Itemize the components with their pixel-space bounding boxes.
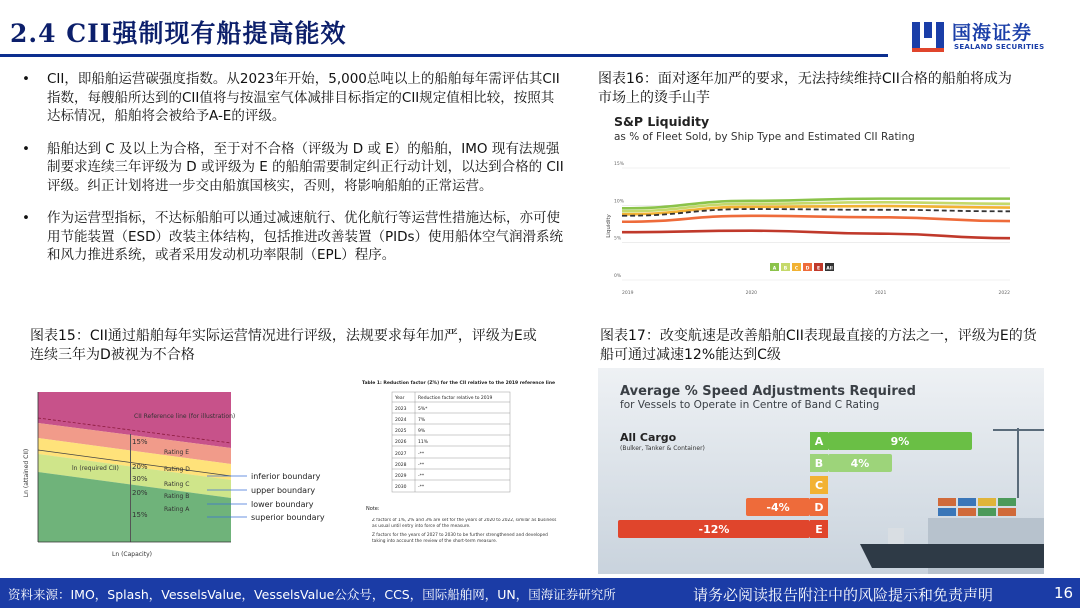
table-note: Z factors for the years of 2027 to 2030 to be further strengthened and developed taking into account the review of the short-term measure. xyxy=(372,533,548,544)
brand-logo xyxy=(910,18,1070,58)
table-cell: 5%* xyxy=(418,407,428,412)
table-header: Reduction factor relative to 2019 xyxy=(418,396,493,401)
table-cell: 2027 xyxy=(395,452,407,457)
fig15-y-axis-label: Ln (attained CII) xyxy=(23,448,30,498)
table-cell: 9% xyxy=(418,429,426,434)
logo-name-cn: 国海证券 xyxy=(952,22,1033,44)
fig16-y-axis-label: Liquidity xyxy=(606,214,612,238)
fig15-x-axis-label: Ln (Capacity) xyxy=(112,551,152,558)
logo-name-en: SEALAND SECURITIES xyxy=(954,43,1045,51)
speed-bar-value: -12% xyxy=(698,523,730,536)
x-tick-label: 2019 xyxy=(622,291,634,296)
fig16-liquidity-chart xyxy=(598,108,1038,300)
fig17-category: All Cargo xyxy=(620,431,677,444)
pct-label: 15% xyxy=(132,511,148,519)
table-cell: 2026 xyxy=(395,440,407,445)
table-cell: -** xyxy=(418,452,425,457)
legend-label: B xyxy=(783,266,788,272)
rating-label: Rating D xyxy=(164,466,190,473)
series-line-e xyxy=(622,231,1010,238)
rating-label: Rating C xyxy=(164,481,190,488)
fig17-title: 图表17：改变航速是改善船舶CII表现最直接的方法之一，评级为E的货船可通过减速12%能达到C级 xyxy=(600,328,1037,363)
fig15-reference-line-label: CII Reference line (for illustration) xyxy=(134,413,236,420)
series-lines xyxy=(622,199,1010,239)
rating-letter: A xyxy=(814,435,824,448)
boundary-label: upper boundary xyxy=(251,486,316,495)
table-cell: 2029 xyxy=(395,474,407,479)
table-cell: 2028 xyxy=(395,463,407,468)
series-line-d xyxy=(622,216,1010,222)
bullet-list xyxy=(20,70,565,279)
pct-label: 30% xyxy=(132,475,148,483)
footer-bar xyxy=(0,578,1080,608)
table-cell: -** xyxy=(418,474,425,479)
table-cell: -** xyxy=(418,463,425,468)
speed-bar-value: -4% xyxy=(766,501,790,514)
boundary-label: lower boundary xyxy=(251,500,314,509)
legend-label: C xyxy=(794,266,799,272)
sealand-logo-icon xyxy=(910,18,948,56)
rating-letter: B xyxy=(814,457,824,470)
rating-letter: E xyxy=(815,523,823,536)
rating-label: Rating E xyxy=(164,449,190,456)
boundary-label: inferior boundary xyxy=(251,472,321,481)
fig16-title: 图表16：面对逐年加严的要求，无法持续维持CII合格的船舶将成为市场上的烫手山芋 xyxy=(598,71,1012,106)
x-tick-label: 2022 xyxy=(998,291,1010,296)
rating-letter: C xyxy=(814,479,824,492)
table-note: Z factors of 1%, 2% and 3% are set for the years of 2020 to 2022, similar as business as usual until entry into force of the measure. xyxy=(372,518,557,529)
footer-disclaimer: 请务必阅读报告附注中的风险提示和免责声明 xyxy=(693,586,994,604)
table-cell: -** xyxy=(418,485,425,490)
table-cell: 2024 xyxy=(395,418,407,423)
fig17-speed-chart xyxy=(598,368,1044,574)
speed-bar-value: 4% xyxy=(850,457,870,470)
bullet-item: • 船舶达到 C 及以上为合格，至于对不合格（评级为 D 或 E）的船舶，IMO 现有法规强制要求连续三年评级为 D 或评级为 E 的船舶需要制定纠正行动计划，以达到合格的 CII 评级。纠正计划将进一步交由船旗国核实，否则，将影响船舶的正常运营。 xyxy=(22,140,564,194)
table-cell: 2023 xyxy=(395,407,407,412)
y-tick-label: 10% xyxy=(614,199,625,205)
bullet-item: • 作为运营型指标，不达标船舶可以通过减速航行、优化航行等运营性措施达标，亦可使用节能装置（ESD）改装主体结构，包括推进改善装置（PIDs）使用船体空气润滑系统和风力推进系统，或者采用发动机功率限制（EPL）程序。 xyxy=(22,210,564,263)
table-cell: 7% xyxy=(418,418,426,423)
fig16-chart-subtitle: as % of Fleet Sold, by Ship Type and Estimated CII Rating xyxy=(614,131,915,143)
fig16-chart-title: S&P Liquidity xyxy=(614,114,710,129)
legend-label: E xyxy=(816,266,821,272)
table-note-label: Note: xyxy=(366,506,380,512)
pct-label: 15% xyxy=(132,438,148,446)
boundary-label: superior boundary xyxy=(251,513,325,522)
y-tick-label: 5% xyxy=(614,236,622,242)
fig17-subheading: for Vessels to Operate in Centre of Band C Rating xyxy=(620,399,880,411)
y-tick-label: 15% xyxy=(614,162,625,167)
chart-legend xyxy=(770,263,834,272)
fig17-heading: Average % Speed Adjustments Required xyxy=(620,384,916,399)
bullet-text: 作为运营型指标，不达标船舶可以通过减速航行、优化航行等运营性措施达标，亦可使用节能装置（ESD）改装主体结构，包括推进改善装置（PIDs）使用船体空气润滑系统和风力推进系统，或者采用发动机功率限制（EPL）程序。 xyxy=(47,210,564,263)
legend-label: A xyxy=(772,266,777,272)
pct-label: 20% xyxy=(132,489,148,497)
pct-label: 20% xyxy=(132,463,148,471)
table-cell: 2030 xyxy=(395,485,407,490)
page-number: 16 xyxy=(1054,584,1074,602)
table-title: Table 1: Reduction factor (Z%) for the CII relative to the 2019 reference line xyxy=(362,381,556,386)
bullet-text: CII，即船舶运营碳强度指数。从2023年开始，5,000总吨以上的船舶每年需评估其CII指数，每艘船所达到的CII值将与按温室气体减排目标指定的CII规定值相比较，按照其达标情况，船舶将会被给予A-E的评级。 xyxy=(47,71,560,124)
fig15-required-label: ln (required CII) xyxy=(72,465,119,472)
table-cell: 2025 xyxy=(395,429,407,434)
x-tick-label: 2020 xyxy=(745,291,758,296)
legend-label: All xyxy=(826,266,833,272)
legend-label: D xyxy=(805,266,810,272)
x-tick-label: 2021 xyxy=(874,291,887,296)
fig15-title: 图表15：CII通过船舶每年实际运营情况进行评级，法规要求每年加严，评级为E或连续三年为D被视为不合格 xyxy=(30,328,537,363)
rating-letter: D xyxy=(814,501,824,514)
fig17-category-sub: (Bulker, Tanker & Container) xyxy=(620,445,705,452)
footer-sources: 资料来源：IMO，Splash，VesselsValue，VesselsValue公众号，CCS，国际船舶网，UN，国海证券研究所 xyxy=(8,587,616,602)
page-title: 2.4 CII强制现有船提高能效 xyxy=(10,19,347,48)
title-divider xyxy=(0,54,888,57)
bullet-text: 船舶达到 C 及以上为合格，至于对不合格（评级为 D 或 E）的船舶，IMO 现有法规强制要求连续三年评级为 D 或评级为 E 的船舶需要制定纠正行动计划，以达到合格的 CII 评级。纠正计划将进一步交由船旗国核实，否则，将影响船舶的正常运营。 xyxy=(47,140,564,194)
bullet-item: • CII，即船舶运营碳强度指数。从2023年开始，5,000总吨以上的船舶每年需评估其CII指数，每艘船所达到的CII值将与按温室气体减排目标指定的CII规定值相比较，按照其达标情况，船舶将会被给予A-E的评级。 xyxy=(22,71,560,124)
fig15-cii-rating-figure xyxy=(22,378,562,578)
y-tick-label: 0% xyxy=(614,274,622,279)
rating-label: Rating A xyxy=(164,506,190,513)
table-header: Year xyxy=(395,396,405,401)
table-cell: 11% xyxy=(418,440,429,445)
gridlines xyxy=(614,161,1010,296)
speed-bar-value: 9% xyxy=(890,435,910,448)
rating-label: Rating B xyxy=(164,493,190,500)
